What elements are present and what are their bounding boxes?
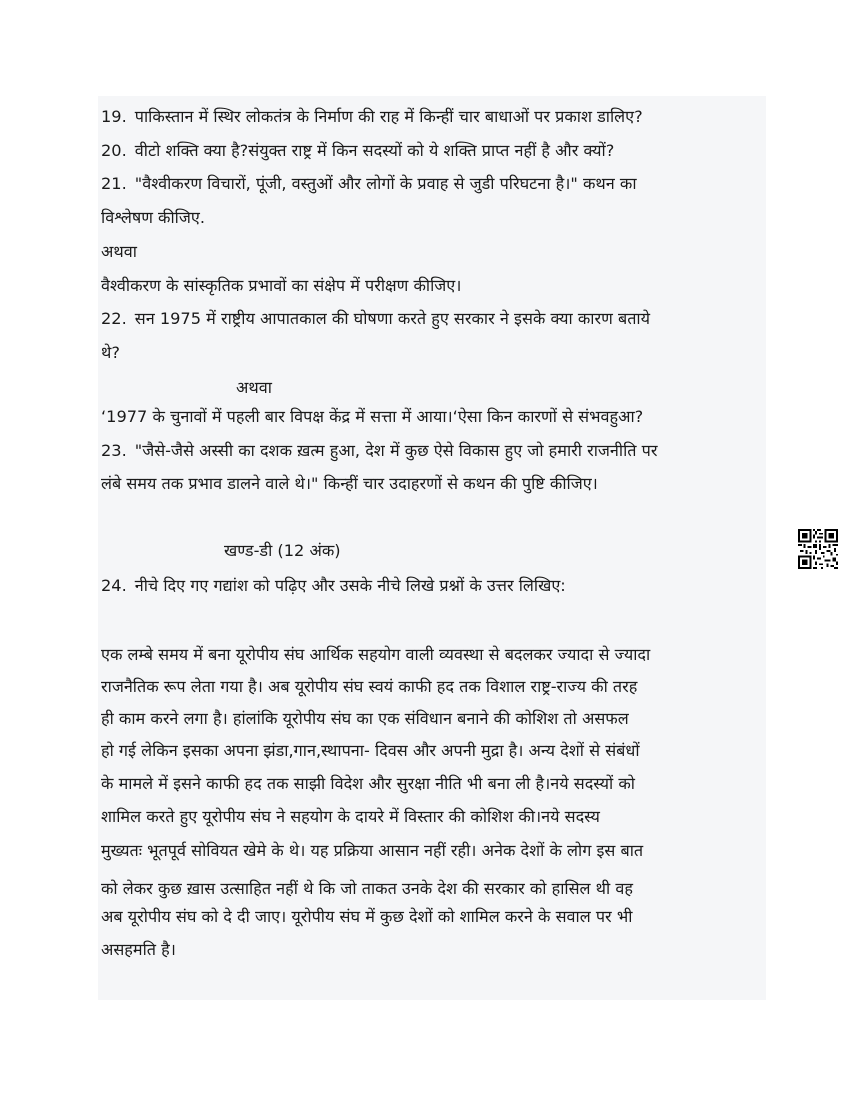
passage-line: एक लम्बे समय में बना यूरोपीय संघ आर्थिक सहयोग वाली व्यवस्था से बदलकर ज्यादा से ज्यादा [101, 645, 651, 664]
passage-line: ही काम करने लगा है। हांलांकि यूरोपीय संघ का एक संविधान बनाने की कोशिश तो असफल [101, 709, 629, 728]
question-text: "जैसे-जैसे अस्सी का दशक ख़त्म हुआ, देश में कुछ ऐसे विकास हुए जो हमारी राजनीति पर [134, 441, 658, 460]
or-separator: अथवा [101, 242, 137, 261]
question-19 [101, 106, 643, 128]
question-number: 21. [101, 174, 127, 193]
question-number: 22. [101, 309, 127, 328]
question-22-alternative: ‘1977 के चुनावों में पहली बार विपक्ष केंद्र में सत्ता में आया।‘ऐसा किन कारणों से संभवहुआ? [101, 407, 644, 426]
passage-line: के मामले में इसने काफी हद तक साझी विदेश और सुरक्षा नीति भी बना ली है।नये सदस्यों को [101, 774, 635, 793]
question-number: 24. [101, 576, 127, 595]
passage-line: मुख्यतः भूतपूर्व सोवियत खेमे के थे। यह प्रक्रिया आसान नहीं रही। अनेक देशों के लोग इस बात [101, 841, 644, 860]
question-21 [101, 173, 637, 195]
passage-line: अब यूरोपीय संघ को दे दी जाए। यूरोपीय संघ में कुछ देशों को शामिल करने के सवाल पर भी [101, 907, 633, 926]
page-content-area [98, 96, 766, 1000]
question-24 [101, 575, 566, 597]
question-23 [101, 440, 658, 462]
question-number: 19. [101, 107, 127, 126]
question-22 [101, 308, 650, 330]
passage-line: राजनैतिक रूप लेता गया है। अब यूरोपीय संघ स्वयं काफी हद तक विशाल राष्ट्र-राज्य की तरह [101, 677, 638, 696]
or-separator: अथवा [236, 378, 272, 397]
passage-line: असहमति है। [101, 940, 176, 959]
question-text: नीचे दिए गए गद्यांश को पढ़िए और उसके नीचे लिखे प्रश्नों के उत्तर लिखिए: [134, 576, 566, 595]
question-text: सन 1975 में राष्ट्रीय आपातकाल की घोषणा करते हुए सरकार ने इसके क्या कारण बताये [134, 309, 651, 328]
question-text: पाकिस्तान में स्थिर लोकतंत्र के निर्माण की राह में किन्हीं चार बाधाओं पर प्रकाश डालिए? [134, 107, 643, 126]
passage-line: हो गई लेकिन इसका अपना झंडा,गान,स्थापना- दिवस और अपनी मुद्रा है। अन्य देशों से संबंधों [101, 741, 640, 760]
section-heading: खण्ड-डी (12 अंक) [224, 541, 341, 560]
question-21-continued: विश्लेषण कीजिए. [101, 208, 205, 227]
question-text: वीटो शक्ति क्या है?संयुक्त राष्ट्र में किन सदस्यों को ये शक्ति प्राप्त नहीं है और क्यों? [134, 141, 615, 160]
passage-line: शामिल करते हुए यूरोपीय संघ ने सहयोग के दायरे में विस्तार की कोशिश की।नये सदस्य [101, 807, 600, 826]
passage-line: को लेकर कुछ ख़ास उत्साहित नहीं थे कि जो ताकत उनके देश की सरकार को हासिल थी वह [101, 879, 633, 898]
question-text: "वैश्वीकरण विचारों, पूंजी, वस्तुओं और लोगों के प्रवाह से जुडी परिघटना है।" कथन का [134, 174, 637, 193]
question-number: 20. [101, 141, 127, 160]
question-number: 23. [101, 441, 127, 460]
question-22-continued: थे? [101, 343, 120, 362]
question-20 [101, 140, 614, 162]
question-23-continued: लंबे समय तक प्रभाव डालने वाले थे।" किन्हीं चार उदाहरणों से कथन की पुष्टि कीजिए। [101, 474, 598, 493]
question-21-alternative: वैश्वीकरण के सांस्कृतिक प्रभावों का संक्षेप में परीक्षण कीजिए। [101, 276, 462, 295]
qr-code-icon [798, 529, 838, 569]
